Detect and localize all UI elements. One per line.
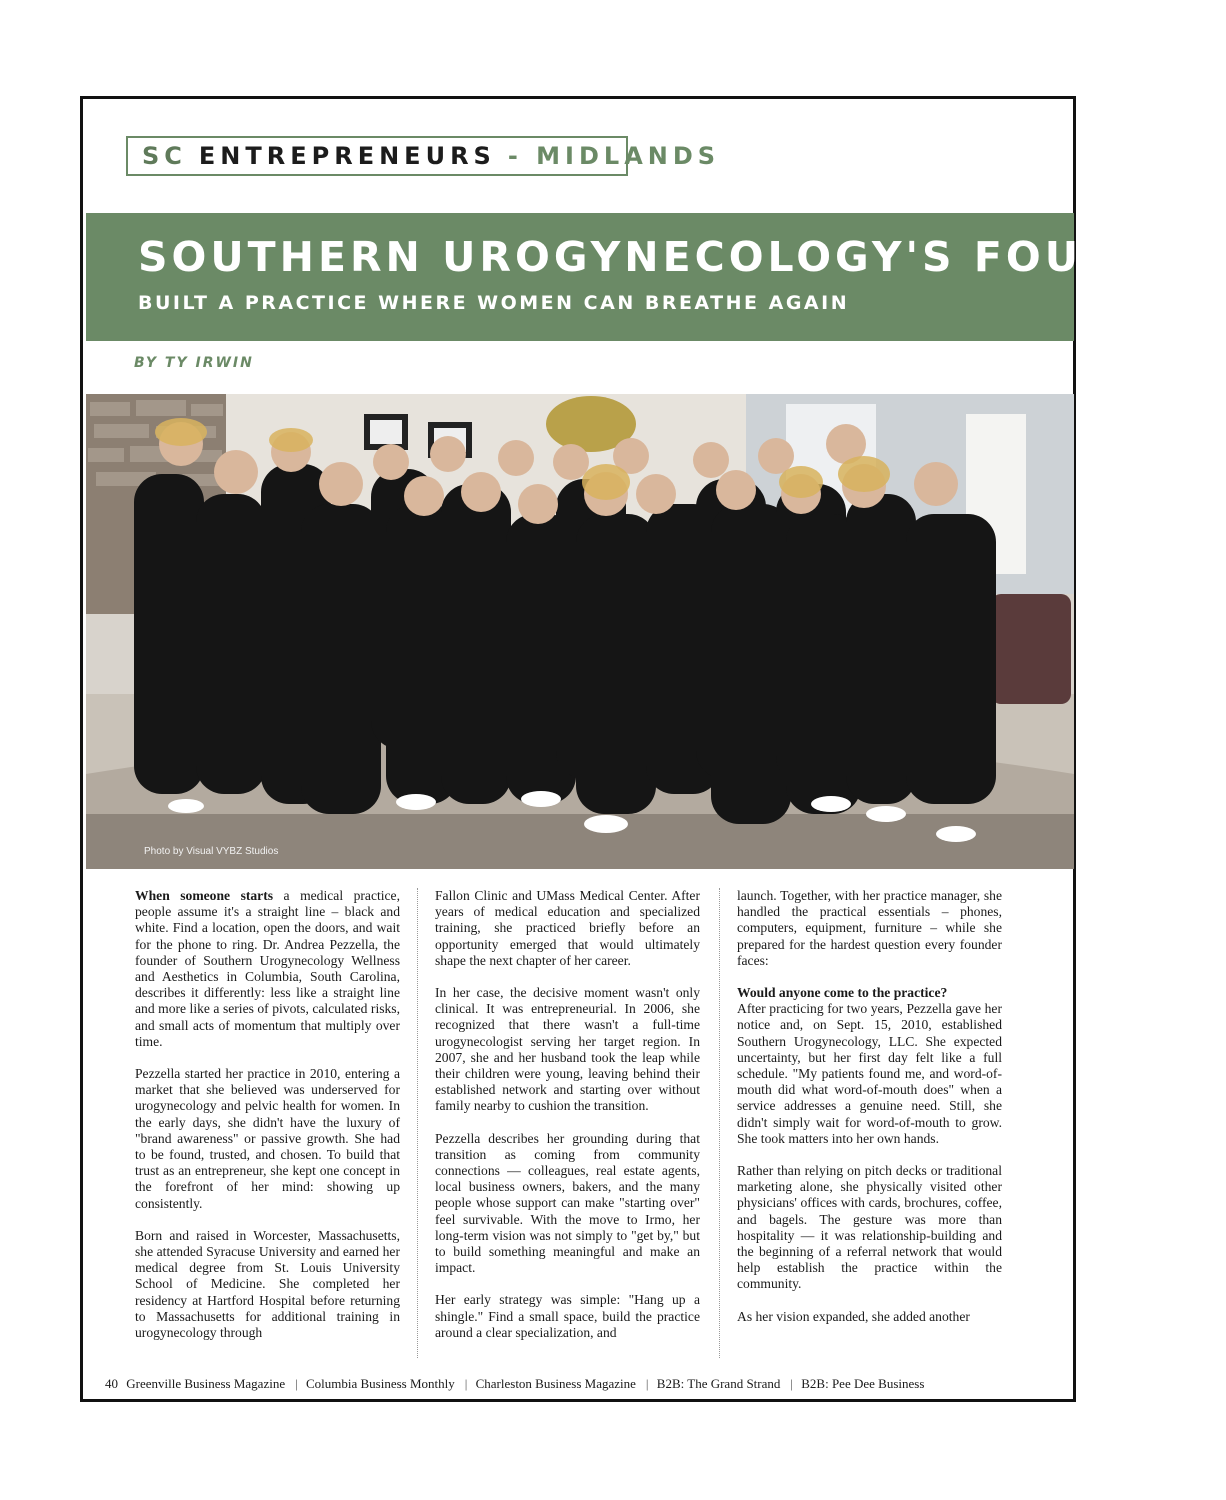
section-label-sc: SC — [142, 142, 187, 170]
article-column-3 — [737, 888, 1002, 1341]
article-paragraph: Pezzella started her practice in 2010, entering a market that she believed was underserved for urogynecology and pelvic health for women. In the early days, she didn't have the luxury of "brand awareness" or passive growth. She had to be found, trusted, and chosen. To build that trust as an entrepreneur, she kept one concept in the forefront of her mind: showing up consistently. — [135, 1066, 400, 1211]
article-paragraph: After practicing for two years, Pezzella gave her notice and, on Sept. 15, 2010, established Southern Urogynecology, LLC. She expected uncertainty, but her first day felt like a full schedule. "My patients found me, and word-of-mouth did what word-of-mouth does" when a service addresses a genuine need. Still, she didn't simply wait for word-of-mouth to grow. She took matters into her own hands. — [737, 1001, 1002, 1146]
article-subheading: Would anyone come to the practice? — [737, 985, 948, 1001]
section-label — [126, 136, 721, 176]
article-headline: SOUTHERN UROGYNECOLOGY'S FOUNDER — [138, 233, 1226, 281]
article-paragraph: Pezzella describes her grounding during that transition as coming from community connections — colleagues, real estate agents, local business owners, bakers, and the many people whose support can make "starting over" feel survivable. With the move to Irmo, her long-term vision was not simply to "get by," but to build something meaningful and make an impact. — [435, 1130, 700, 1276]
article-paragraph: In her case, the decisive moment wasn't only clinical. It was entrepreneurial. In 2006, she recognized that there wasn't a full-time urogynecologist serving her target region. In 2007, she and her husband took the leap while their children were young, leaving behind their established network and starting over without family nearby to cushion the transition. — [435, 985, 700, 1114]
headline-banner — [86, 213, 1226, 341]
column-divider — [719, 888, 720, 1358]
article-paragraph: Born and raised in Worcester, Massachusetts, she attended Syracuse University and earned her medical degree from St. Louis University School of Medicine. She completed her residency at Hartford Hospital before returning to Massachusetts for additional training in urogynecology through — [135, 1227, 400, 1341]
footer-publication: B2B: The Grand Strand — [656, 1376, 781, 1391]
article-paragraph: Fallon Clinic and UMass Medical Center. After years of medical education and specialized training, she practiced briefly before an opportunity emerged that would ultimately shape the next chapter of her career. — [435, 888, 700, 968]
byline: BY TY IRWIN — [134, 355, 254, 371]
footer-publication: Charleston Business Magazine — [475, 1376, 636, 1391]
section-label-region: - MIDLANDS — [507, 142, 721, 170]
article-paragraph: As her vision expanded, she added another — [737, 1308, 970, 1324]
article-column-1 — [135, 888, 400, 1357]
article-column-2 — [435, 888, 700, 1357]
lead-in: When someone starts — [135, 888, 274, 903]
photo-credit: Photo by Visual VYBZ Studios — [144, 846, 279, 857]
page-number: 40 — [105, 1376, 118, 1391]
page-footer — [105, 1376, 929, 1392]
group-photo-icon — [86, 394, 1074, 869]
article-paragraph — [135, 888, 400, 1050]
column-divider — [417, 888, 418, 1358]
footer-publication: Columbia Business Monthly — [305, 1376, 455, 1391]
section-label-entrepreneurs: ENTREPRENEURS — [198, 142, 496, 170]
paragraph-text: a medical practice, people assume it's a straight line – black and white. Find a location, open the doors, and wait for the phone to ring. Dr. Andrea Pezzella, the founder of Southern Urogynecology Wellness and Aesthetics in Columbia, South Carolina, describes it differently: less like a straight line and more like a series of pivots, calculated risks, and small acts of momentum that multiply over time. — [135, 888, 400, 1049]
footer-publication: Greenville Business Magazine — [126, 1376, 286, 1391]
magazine-page — [80, 96, 1226, 1402]
article-paragraph: launch. Together, with her practice manager, she handled the practical essentials – phones, computers, equipment, furniture – while she prepared for the hardest question every founder faces: — [737, 888, 1002, 968]
footer-separator: | — [295, 1376, 298, 1391]
article-paragraph: Rather than relying on pitch decks or traditional marketing alone, she physically visited other physicians' offices with cards, brochures, coffee, and bagels. The gesture was more than hospitality — it was relationship-building and the beginning of a referral network that would help establish the practice within the community. — [737, 1163, 1002, 1292]
footer-separator: | — [790, 1376, 793, 1391]
team-photo — [86, 394, 1074, 869]
article-subheadline: BUILT A PRACTICE WHERE WOMEN CAN BREATHE AGAIN — [138, 292, 850, 314]
article-paragraph: Her early strategy was simple: "Hang up a shingle." Find a small space, build the practice around a clear specialization, and — [435, 1292, 700, 1340]
footer-publication: B2B: Pee Dee Business — [801, 1376, 925, 1391]
footer-separator: | — [645, 1376, 649, 1391]
footer-separator: | — [464, 1376, 468, 1391]
